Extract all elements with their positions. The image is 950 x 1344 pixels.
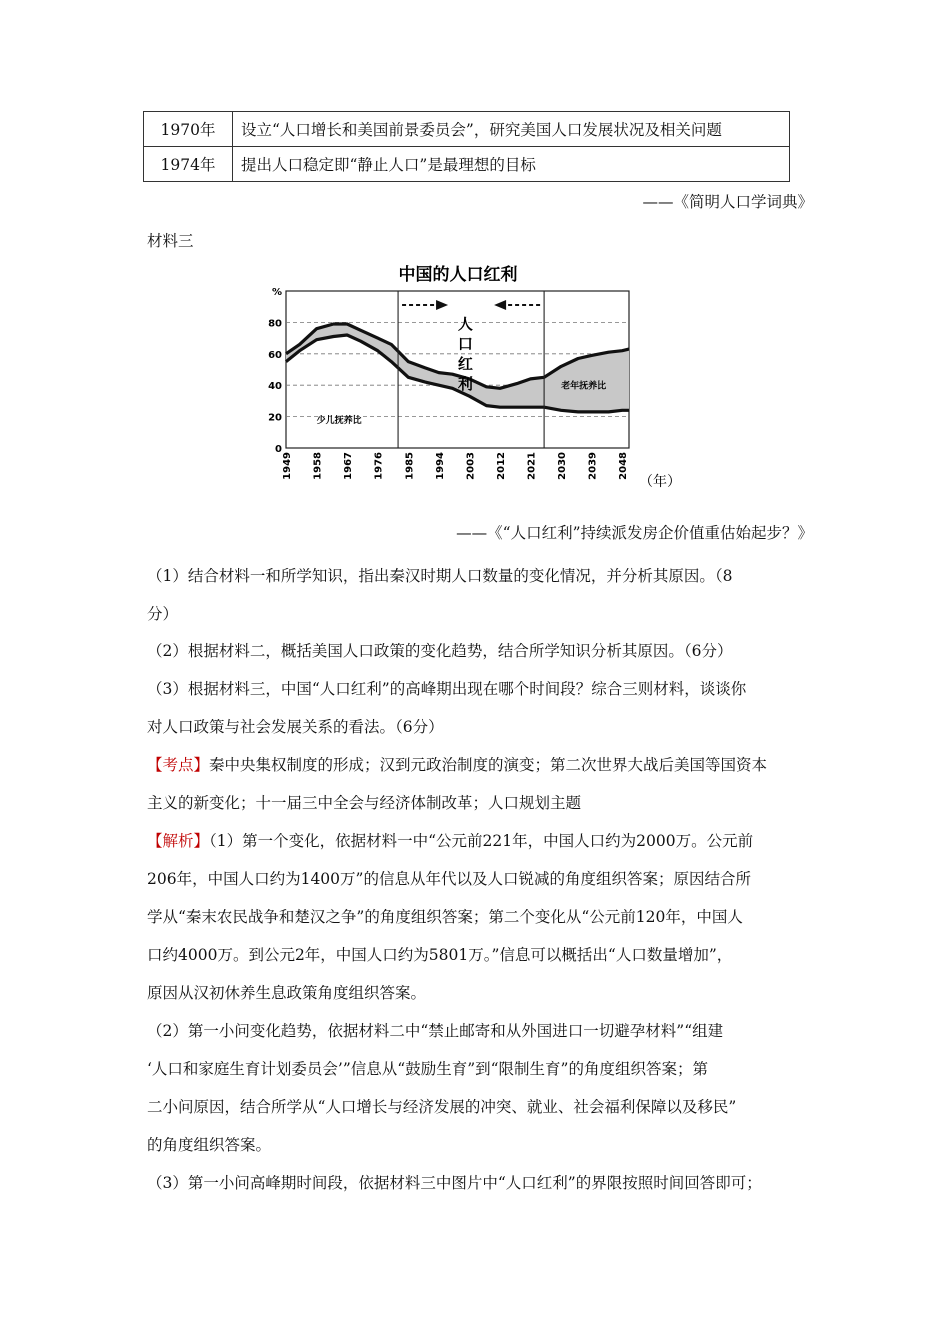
dividend-label-char: 利 <box>457 375 473 393</box>
question-3 <box>147 670 827 746</box>
question-line: （2）根据材料二，概括美国人口政策的变化趋势，结合所学知识分析其原因。（6分） <box>147 642 733 660</box>
x-tick-label: 1958 <box>312 452 324 480</box>
table-row <box>144 147 790 182</box>
kaodian-line <box>147 746 827 784</box>
kaodian-tag: 【考点】 <box>147 756 210 774</box>
chart-title: 中国的人口红利 <box>398 265 518 285</box>
x-tick-label: 2030 <box>557 452 569 480</box>
x-tick-label: 2003 <box>465 452 477 480</box>
child-ratio-label: 少儿抚养比 <box>316 415 362 426</box>
source-citation-two: ——《简明人口学词典》 <box>642 193 813 211</box>
jiexi-line: ‘人口和家庭生育计划委员会’”信息从“鼓励生育”到“限制生育”的角度组织答案；第 <box>147 1060 708 1078</box>
kaodian-line: 主义的新变化；十一届三中全会与经济体制改革；人口规划主题 <box>147 794 582 812</box>
kaodian-section <box>147 746 827 822</box>
source-citation-three: ——《“人口红利”持续派发房企价值重估始起步？》 <box>456 524 813 542</box>
question-1 <box>147 557 827 633</box>
table-cell-year: 1970年 <box>144 112 233 147</box>
table-cell-event: 提出人口稳定即“静止人口”是最理想的目标 <box>233 147 790 182</box>
jiexi-line <box>147 822 827 860</box>
population-dividend-chart <box>262 258 692 498</box>
question-line: 对人口政策与社会发展关系的看法。（6分） <box>147 718 444 736</box>
x-tick-label: 2048 <box>618 452 630 480</box>
x-tick-label: 1967 <box>343 452 355 480</box>
right-arrow-icon <box>436 300 448 310</box>
material-three-label: 材料三 <box>147 232 194 250</box>
jiexi-line: 口约4000万。到公元2年，中国人口约为5801万。”信息可以概括出“人口数量增加”， <box>147 946 733 964</box>
table-cell-year: 1974年 <box>144 147 233 182</box>
x-tick-label: 1949 <box>282 452 293 480</box>
x-tick-label: 1985 <box>404 452 416 480</box>
elderly-ratio-label: 老年抚养比 <box>561 381 607 392</box>
question-line: （3）根据材料三，中国“人口红利”的高峰期出现在哪个时间段？综合三则材料，谈谈你 <box>147 680 747 698</box>
x-tick-label: 2039 <box>587 452 599 480</box>
dividend-label-char: 红 <box>457 355 473 373</box>
x-unit-label: （年） <box>639 474 681 490</box>
jiexi-line: 学从“秦末农民战争和楚汉之争”的角度组织答案；第二个变化从“公元前120年，中国人 <box>147 908 743 926</box>
dividend-label-char: 人 <box>457 315 473 333</box>
table-row <box>144 112 790 147</box>
jiexi-line: （3）第一小问高峰期时间段，依据材料三中图片中“人口红利”的界限按照时间回答即可； <box>147 1174 762 1192</box>
dividend-label-char: 口 <box>457 335 473 353</box>
question-2 <box>147 632 827 670</box>
jiexi-text: （1）第一个变化，依据材料一中“公元前221年，中国人口约为2000万。公元前 <box>209 832 754 850</box>
x-tick-label: 1976 <box>373 452 385 480</box>
table-cell-event: 设立“人口增长和美国前景委员会”，研究美国人口发展状况及相关问题 <box>233 112 790 147</box>
x-tick-label: 1994 <box>434 452 446 480</box>
jiexi-line: 原因从汉初休养生息政策角度组织答案。 <box>147 984 427 1002</box>
y-tick-label: 40 <box>268 381 282 393</box>
jiexi-line: （2）第一小问变化趋势，依据材料二中“禁止邮寄和从外国进口一切避孕材料”“组建 <box>147 1022 724 1040</box>
y-unit-label: % <box>271 287 282 298</box>
question-line: （1）结合材料一和所学知识，指出秦汉时期人口数量的变化情况，并分析其原因。（8 <box>147 567 733 585</box>
x-tick-label: 2021 <box>526 452 538 480</box>
jiexi-line: 二小问原因，结合所学从“人口增长与经济发展的冲突、就业、社会福利保障以及移民” <box>147 1098 737 1116</box>
left-arrow-icon <box>494 300 506 310</box>
y-tick-label: 80 <box>268 318 282 330</box>
y-tick-label: 20 <box>268 412 282 424</box>
jiexi-tag: 【解析】 <box>147 832 210 850</box>
kaodian-text: 秦中央集权制度的形成；汉到元政治制度的演变；第二次世界大战后美国等国资本 <box>209 756 768 774</box>
jiexi-section <box>147 822 827 1202</box>
y-tick-label: 0 <box>275 444 282 455</box>
jiexi-line: 206年，中国人口约为1400万”的信息从年代以及人口锐减的角度组织答案；原因结合所 <box>147 870 751 888</box>
y-tick-label: 60 <box>268 349 282 361</box>
x-tick-label: 2012 <box>495 452 507 480</box>
policy-table <box>143 111 790 182</box>
jiexi-line: 的角度组织答案。 <box>147 1136 272 1154</box>
question-line: 分） <box>147 605 179 623</box>
